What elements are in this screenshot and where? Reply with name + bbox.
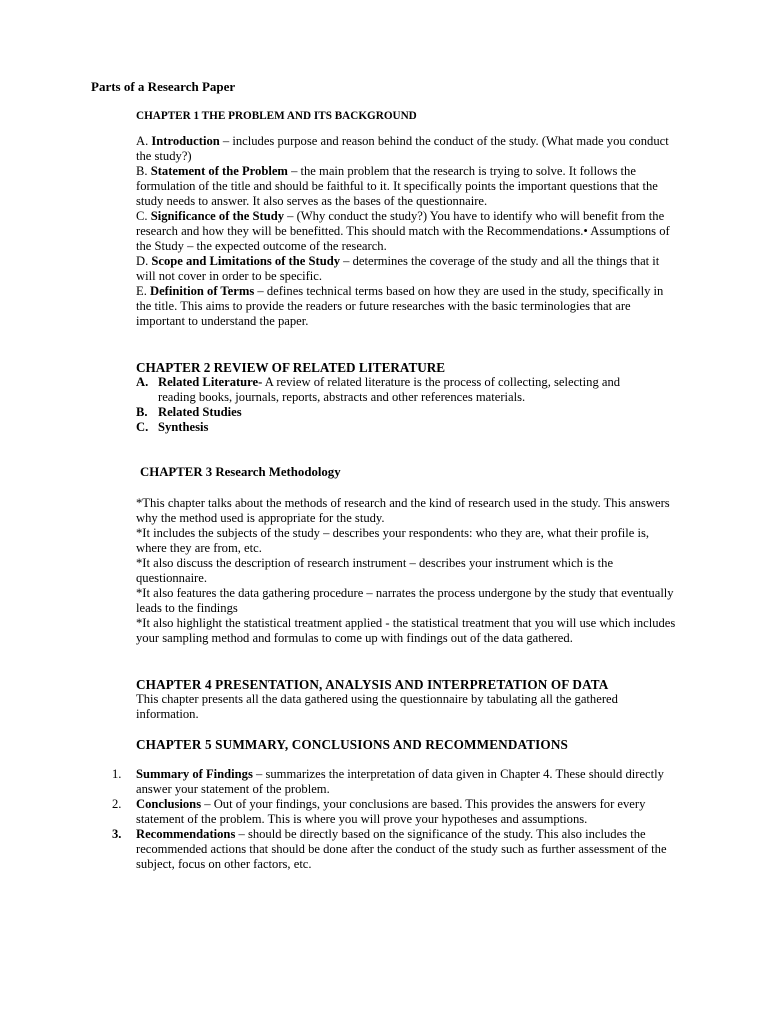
chapter-4-body: This chapter presents all the data gathered using the questionnaire by tabulating all the gathered information.: [136, 692, 618, 721]
item-term: Scope and Limitations of the Study: [151, 254, 340, 268]
list-item: [112, 827, 682, 872]
chapter-2-list: [136, 375, 656, 435]
list-item: [136, 405, 656, 420]
chapter-5-heading: CHAPTER 5 SUMMARY, CONCLUSIONS AND RECOMMENDATIONS: [136, 737, 568, 752]
paragraph: *It also discuss the description of research instrument – describes your instrument which is the questionnaire.: [136, 556, 614, 585]
list-marker: C.: [136, 420, 149, 434]
chapter-3-heading: CHAPTER 3 Research Methodology: [140, 465, 341, 479]
item-term: Synthesis: [158, 420, 209, 434]
chapter-5-list: [112, 767, 682, 872]
chapter-1-item-statement-of-problem: [136, 164, 676, 209]
item-text: – (Why conduct the study?) You have to identify who will benefit from the research and how they will be benefitted. This should match with the Recommendations.• Assumptions of the Study – the expected outcome of the research.: [136, 209, 670, 253]
item-text: – should be directly based on the significance of the study. This also includes the recommended actions that should be done after the conduct of the study such as further assessment of the subject, focus on other factors, etc.: [136, 827, 667, 871]
chapter-1-heading: CHAPTER 1 THE PROBLEM AND ITS BACKGROUND: [136, 110, 417, 122]
list-marker: B.: [136, 405, 148, 419]
chapter-1-body: [136, 134, 676, 329]
list-marker: A.: [136, 375, 149, 389]
item-text: – the main problem that the research is trying to solve. It follows the formulation of the title and should be faithful to it. It specifically points the important questions that the study needs to answer. It also serves as the bases of the questionnaire.: [136, 164, 658, 208]
item-text: – includes purpose and reason behind the conduct of the study. (What made you conduct the study?): [136, 134, 669, 163]
item-text: A review of related literature is the process of collecting, selecting and reading books, journals, reports, abstracts and other references materials.: [158, 375, 621, 404]
item-prefix: D.: [136, 254, 152, 268]
list-item: [136, 375, 656, 405]
chapter-1-item-definition-of-terms: [136, 284, 676, 329]
item-term: Related Studies: [158, 405, 242, 419]
item-term: Significance of the Study: [150, 209, 284, 223]
item-prefix: B.: [136, 164, 151, 178]
chapter-1-item-introduction: [136, 134, 676, 164]
paragraph: *It includes the subjects of the study – describes your respondents: who they are, what their profile is, where they are from, etc.: [136, 526, 650, 555]
item-text: – determines the coverage of the study and all the things that it will not cover in order to be specific.: [136, 254, 660, 283]
list-number: 2.: [112, 797, 122, 811]
paragraph: *It also highlight the statistical treatment applied - the statistical treatment that you will use which includes your sampling method and formulas to come up with findings out of the data gathered.: [136, 616, 676, 645]
list-item: [112, 767, 682, 797]
item-term: Statement of the Problem: [150, 164, 288, 178]
item-prefix: A.: [136, 134, 152, 148]
page-title: Parts of a Research Paper: [91, 79, 236, 94]
list-item: [136, 420, 656, 435]
list-item: [112, 797, 682, 827]
item-term: Recommendations: [136, 827, 236, 841]
item-term: Introduction: [151, 134, 220, 148]
item-term: Definition of Terms: [150, 284, 255, 298]
item-term: Summary of Findings: [136, 767, 253, 781]
chapter-2-heading: CHAPTER 2 REVIEW OF RELATED LITERATURE: [136, 360, 446, 375]
item-prefix: E.: [136, 284, 150, 298]
list-number: 3.: [112, 827, 122, 841]
item-text: – Out of your findings, your conclusions are based. This provides the answers for every statement of the problem. This is where you will prove your hypotheses and assumptions.: [136, 797, 646, 826]
chapter-4-heading: CHAPTER 4 PRESENTATION, ANALYSIS AND INTERPRETATION OF DATA: [136, 677, 609, 692]
item-text: – defines technical terms based on how they are used in the study, specifically in the title. This aims to provide the readers or future researches with the basic terminologies that are important to understand the paper.: [136, 284, 664, 328]
item-text: – summarizes the interpretation of data given in Chapter 4. These should directly answer your statement of the problem.: [136, 767, 664, 796]
chapter-1-item-significance: [136, 209, 676, 254]
paragraph: *This chapter talks about the methods of research and the kind of research used in the study. This answers why the method used is appropriate for the study.: [136, 496, 670, 525]
item-prefix: C.: [136, 209, 151, 223]
paragraph: *It also features the data gathering procedure – narrates the process undergone by the study that eventually leads to the findings: [136, 586, 674, 615]
chapter-3-body: [136, 496, 676, 646]
chapter-1-item-scope: [136, 254, 676, 284]
item-term: Conclusions: [136, 797, 202, 811]
list-number: 1.: [112, 767, 122, 781]
item-term: Related Literature-: [158, 375, 263, 389]
